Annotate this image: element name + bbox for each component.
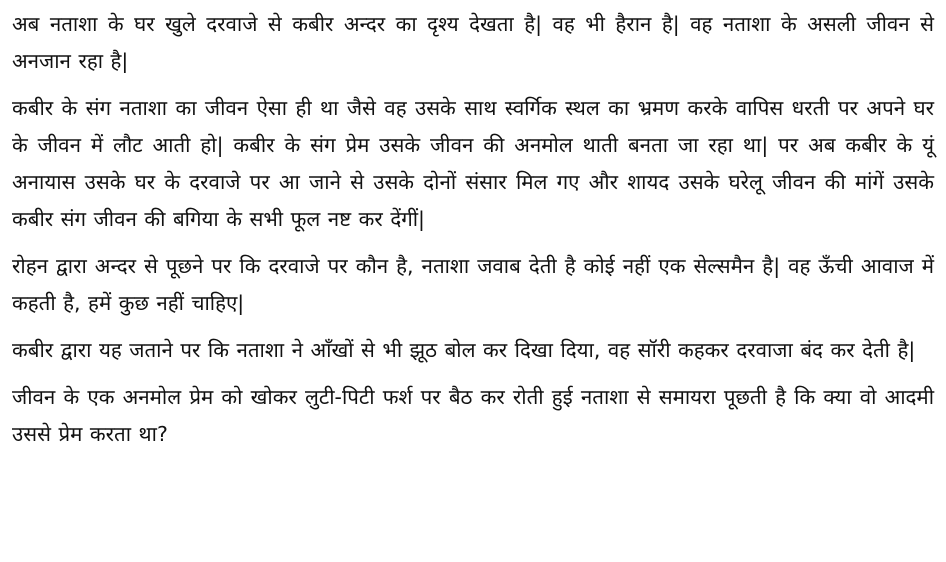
paragraph-4: कबीर द्वारा यह जताने पर कि नताशा ने आँखों से भी झूठ बोल कर दिखा दिया, वह सॉरी कहकर दरवाजा बंद कर देती है|: [12, 338, 916, 362]
paragraph-1: अब नताशा के घर खुले दरवाजे से कबीर अन्दर का दृश्य देखता है| वह भी हैरान है| वह नताशा के असली जीवन से अनजान रहा है|: [12, 12, 934, 73]
paragraph-2: कबीर के संग नताशा का जीवन ऐसा ही था जैसे वह उसके साथ स्वर्गिक स्थल का भ्रमण करके वापिस धरती पर अपने घर के जीवन में लौट आती हो| कबीर के संग प्रेम उसके जीवन की अनमोल थाती बनता जा रहा था| पर अब कबीर के यूं अनायास उसके घर के दरवाजे पर आ जाने से उसके दोनों संसार मिल गए और शायद उसके घरेलू जीवन की मांगें उसके कबीर संग जीवन की बगिया के सभी फूल नष्ट कर देंगीं|: [12, 96, 934, 231]
paragraph-5: जीवन के एक अनमोल प्रेम को खोकर लुटी-पिटी फर्श पर बैठ कर रोती हुई नताशा से समायरा पूछती है कि क्या वो आदमी उससे प्रेम करता था?: [12, 385, 934, 446]
paragraph-3: रोहन द्वारा अन्दर से पूछने पर कि दरवाजे पर कौन है, नताशा जवाब देती है कोई नहीं एक सेल्समैन है| वह ऊँची आवाज में कहती है, हमें कुछ नहीं चाहिए|: [12, 254, 934, 315]
document-body: [12, 6, 934, 453]
